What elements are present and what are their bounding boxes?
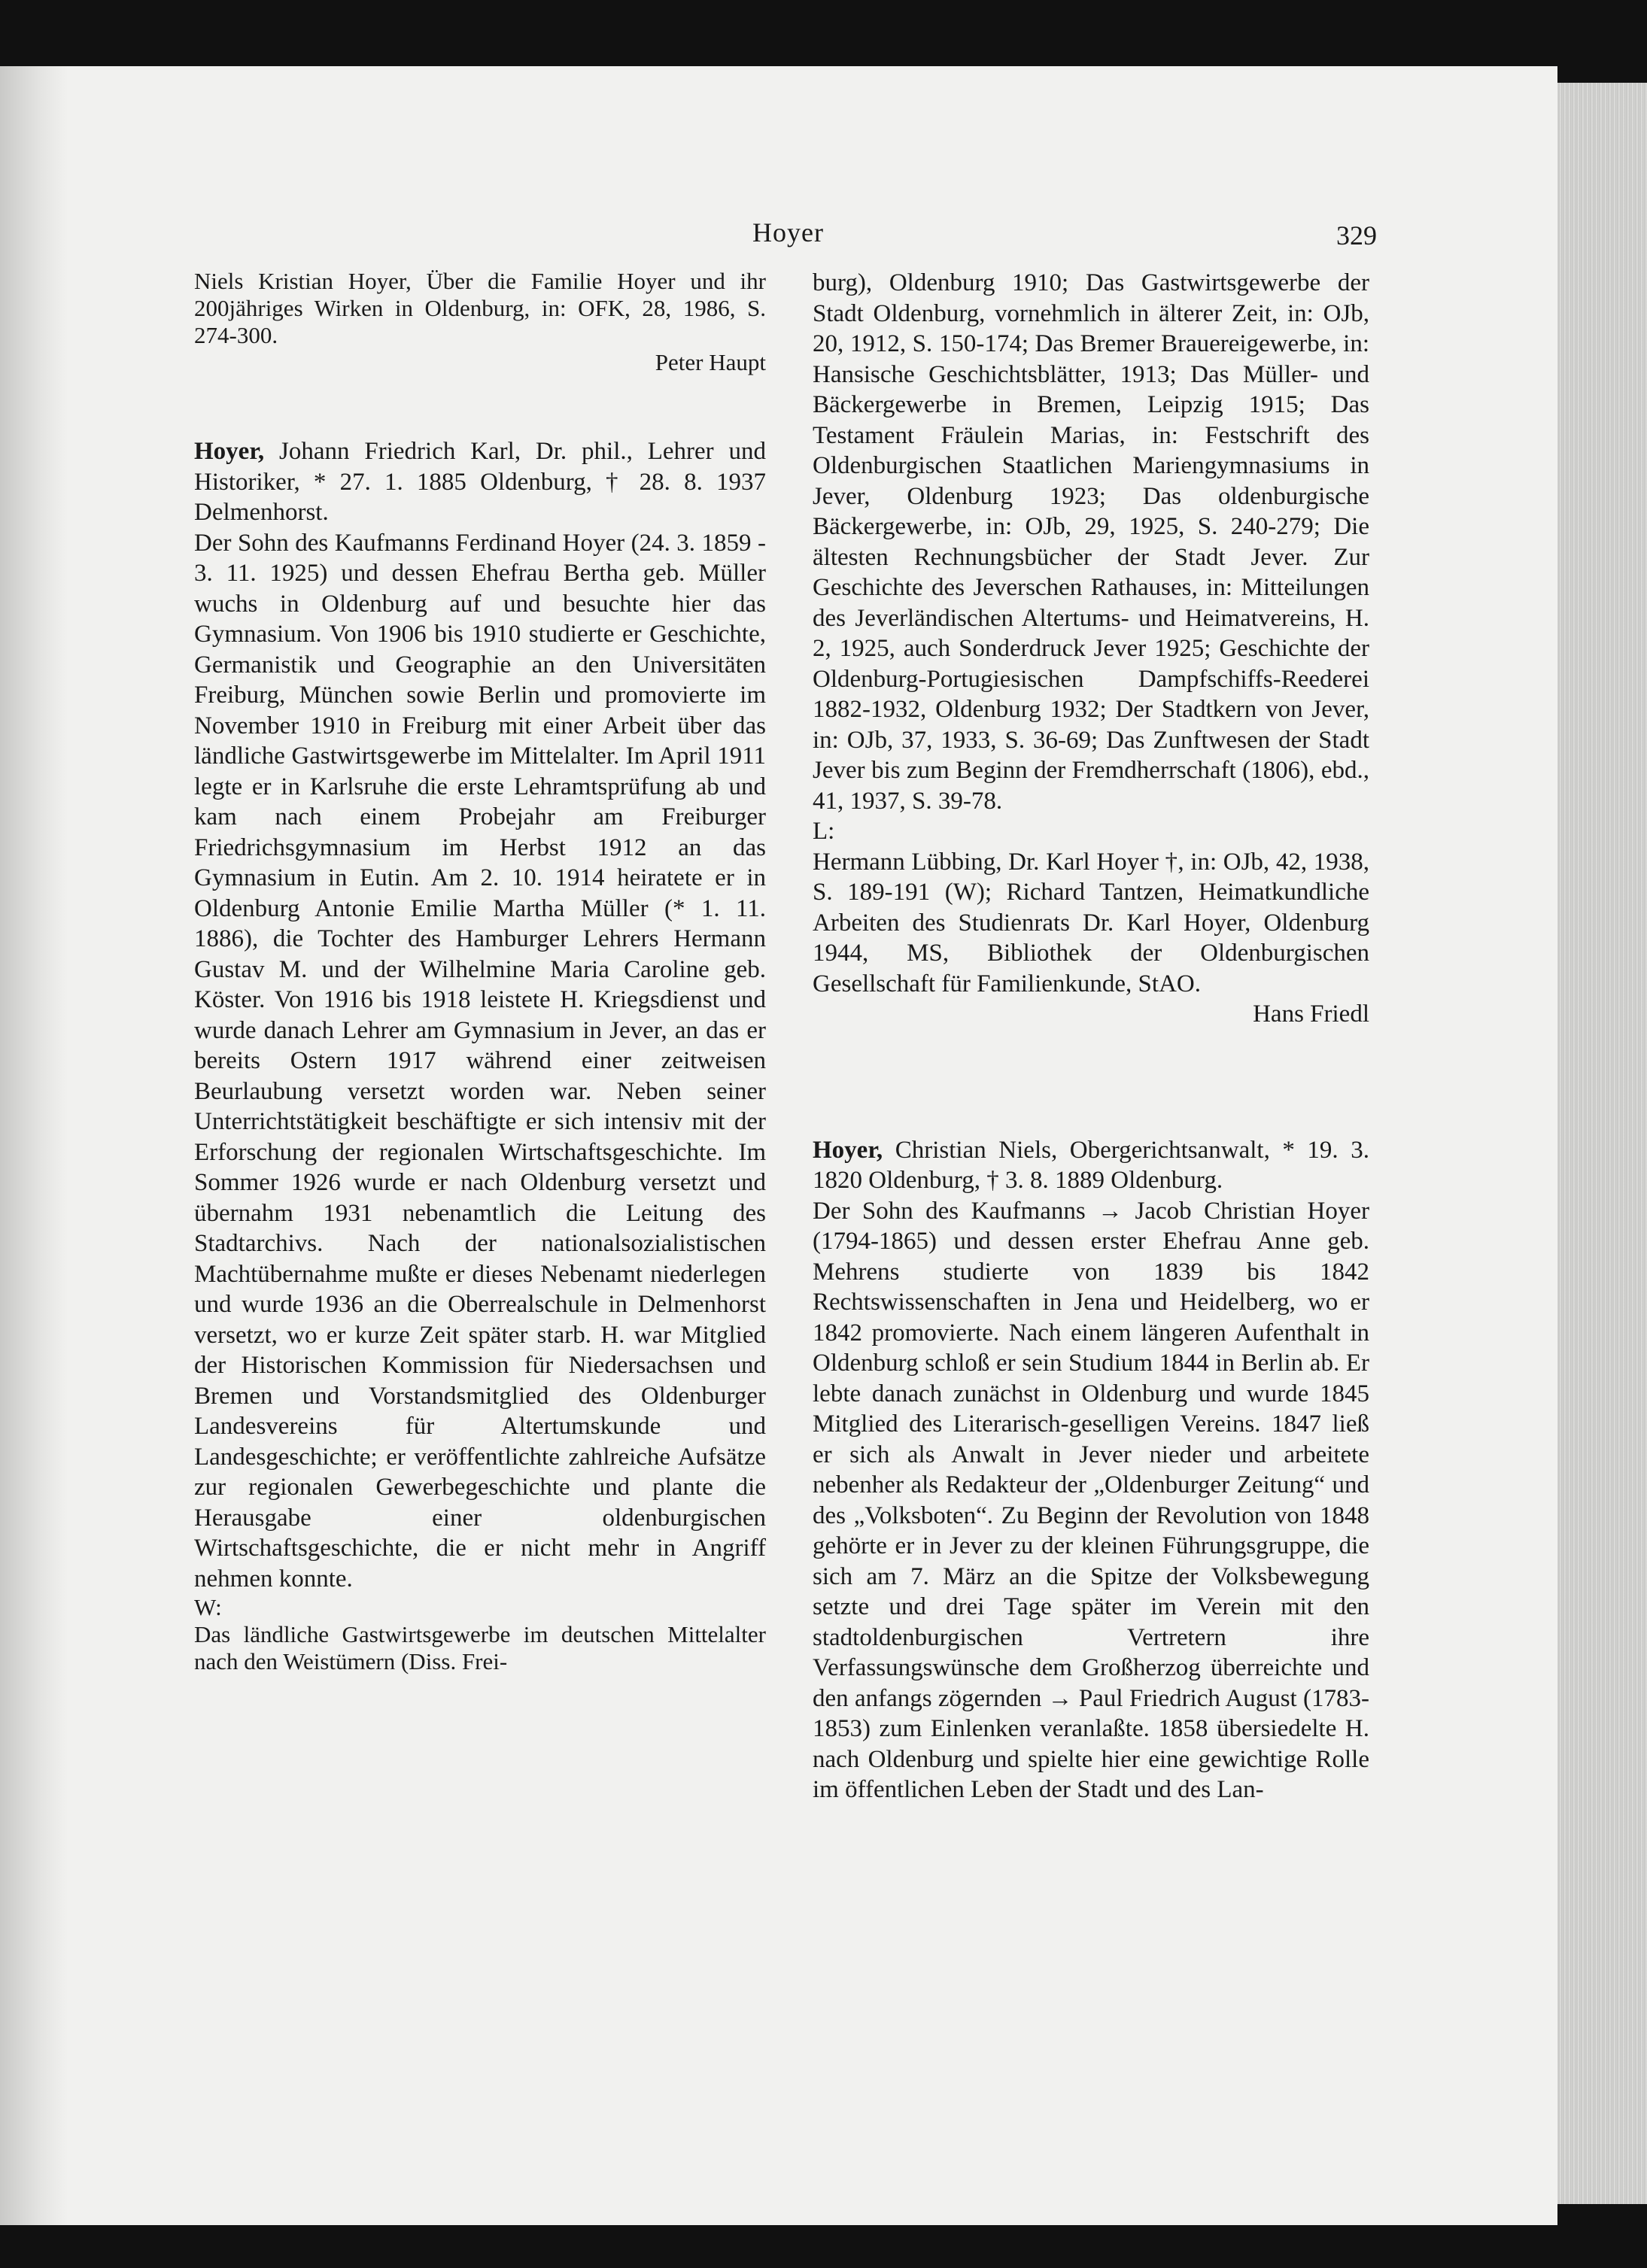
page-number: 329 (1336, 220, 1377, 250)
page-gutter-shadow (0, 66, 68, 2225)
entry-name-christian: Hoyer, (813, 1136, 883, 1164)
literature-continuation: Niels Kristian Hoyer, Über die Familie Hoyer und ihr 200jähriges Wirken in Oldenburg, in: OFK, 28, 1986, S. 274-300. (194, 268, 766, 348)
author-signature-2: Hans Friedl (1253, 1000, 1369, 1028)
running-head: Hoyer (752, 217, 824, 247)
author-signature-1: Peter Haupt (655, 349, 766, 375)
entry-title-christian: Christian Niels, Obergerichtsanwalt, * 19. 3. 1820 Oldenburg, † 3. 8. 1889 Oldenburg. (813, 1136, 1369, 1194)
literature-list: Hermann Lübbing, Dr. Karl Hoyer †, in: OJb, 42, 1938, S. 189-191 (W); Richard Tantzen, Heimatkundliche Arbeiten des Studienrats Dr. Karl Hoyer, Oldenburg 1944, MS, Bibliothek der Oldenburgischen Gesellschaft für Familienkunde, StAO. (813, 848, 1369, 997)
entry-name-johann: Hoyer, (194, 438, 265, 465)
works-label: W: (194, 1594, 222, 1620)
entry-heading-christian (813, 1135, 1369, 1196)
entry-body-johann: Der Sohn des Kaufmanns Ferdinand Hoyer (24. 3. 1859 - 3. 11. 1925) und dessen Ehefrau Bertha geb. Müller wuchs in Oldenburg auf und besuchte hier das Gymnasium. Von 1906 bis 1910 studierte er Geschichte, Germanistik und Geographie an den Universitäten Freiburg, München sowie Berlin und promovierte im November 1910 in Freiburg mit einer Arbeit über das ländliche Gastwirtsgewerbe im Mittelalter. Im April 1911 legte er in Karlsruhe die erste Lehramtsprüfung ab und kam nach einem Probejahr am Freiburger Friedrichsgymnasium im Herbst 1912 an das Gymnasium in Eutin. Am 2. 10. 1914 heiratete er in Oldenburg Antonie Emilie Martha Müller (* 1. 11. 1886), die Tochter des Hamburger Lehrers Hermann Gustav M. und der Wilhelmine Maria Caroline geb. Köster. Von 1916 bis 1918 leistete H. Kriegsdienst und wurde danach Lehrer am Gymnasium in Jever, an das er bereits Ostern 1917 während einer zeitweisen Beurlaubung versetzt worden war. Neben seiner Unterrichtstätigkeit beschäftigte er sich intensiv mit der Erforschung der regionalen Wirtschaftsgeschichte. Im Sommer 1926 wurde er nach Oldenburg versetzt und übernahm 1931 nebenamtlich die Leitung des Stadtarchivs. Nach der nationalsozialistischen Machtübernahme mußte er dieses Nebenamt niederlegen und wurde 1936 an die Oberrealschule in Delmenhorst versetzt, wo er kurze Zeit später starb. H. war Mitglied der Historischen Kommission für Niedersachsen und Bremen und Vorstandsmitglied des Oldenburger Landesvereins für Altertumskunde und Landesgeschichte; er veröffentlichte zahlreiche Aufsätze zur regionalen Gewerbegeschichte und plante die Herausgabe einer oldenburgischen Wirtschaftsgeschichte, die er nicht mehr in Angriff nehmen konnte. (194, 529, 766, 1592)
works-start: Das ländliche Gastwirtsgewerbe im deutschen Mittelalter nach den Weistümern (Diss. Frei- (194, 1621, 766, 1674)
left-column (194, 268, 766, 1675)
page-edges (1557, 83, 1647, 2204)
works-continuation: burg), Oldenburg 1910; Das Gastwirtsgewerbe der Stadt Oldenburg, vornehmlich in älterer Zeit, in: OJb, 20, 1912, S. 150-174; Das Bremer Brauereigewerbe, in: Hansische Geschichtsblätter, 1913; Das Müller- und Bäckergewerbe in Bremen, Leipzig 1915; Das Testament Fräulein Marias, in: Festschrift des Oldenburgischen Staatlichen Mariengymnasiums in Jever, Oldenburg 1923; Das oldenburgische Bäckergewerbe, in: OJb, 29, 1925, S. 240-279; Die ältesten Rechnungsbücher der Stadt Jever. Zur Geschichte des Jeverschen Rathauses, in: Mitteilungen des Jeverländischen Altertums- und Heimatvereins, H. 2, 1925, auch Sonderdruck Jever 1925; Geschichte der Oldenburg-Portugiesischen Dampfschiffs-Reederei 1882-1932, Oldenburg 1932; Der Stadtkern von Jever, in: OJb, 37, 1933, S. 36-69; Das Zunftwesen der Stadt Jever bis zum Beginn der Fremdherrschaft (1806), ebd., 41, 1937, S. 39-78. (813, 269, 1369, 815)
entry-title-johann: Johann Friedrich Karl, Dr. phil., Lehrer und Historiker, * 27. 1. 1885 Oldenburg, † 28. 8. 1937 Delmenhorst. (194, 438, 766, 526)
right-column (813, 268, 1369, 1805)
literature-label: L: (813, 818, 835, 845)
entry-body-christian: Der Sohn des Kaufmanns → Jacob Christian Hoyer (1794-1865) und dessen erster Ehefrau Anne geb. Mehrens studierte von 1839 bis 1842 Rechtswissenschaften in Jena und Heidelberg, wo er 1842 promovierte. Nach einem längeren Aufenthalt in Oldenburg schloß er sein Studium 1844 in Berlin ab. Er lebte danach zunächst in Oldenburg und wurde 1845 Mitglied des Literarisch-geselligen Vereins. 1847 ließ er sich als Anwalt in Jever nieder und arbeitete nebenher als Redakteur der „Oldenburger Zeitung“ und des „Volksboten“. Zu Beginn der Revolution von 1848 gehörte er in Jever zu der kleinen Führungsgruppe, die sich am 7. März an die Spitze der Volksbewegung setzte und drei Tage später im Verein mit den stadtoldenburgischen Vertretern ihre Verfassungswünsche dem Großherzog überreichte und den anfangs zögernden → Paul Friedrich August (1783-1853) zum Einlenken veranlaßte. 1858 übersiedelte H. nach Oldenburg und spielte hier eine gewichtige Rolle im öffentlichen Leben der Stadt und des Lan- (813, 1197, 1369, 1803)
entry-heading-johann (194, 436, 766, 528)
